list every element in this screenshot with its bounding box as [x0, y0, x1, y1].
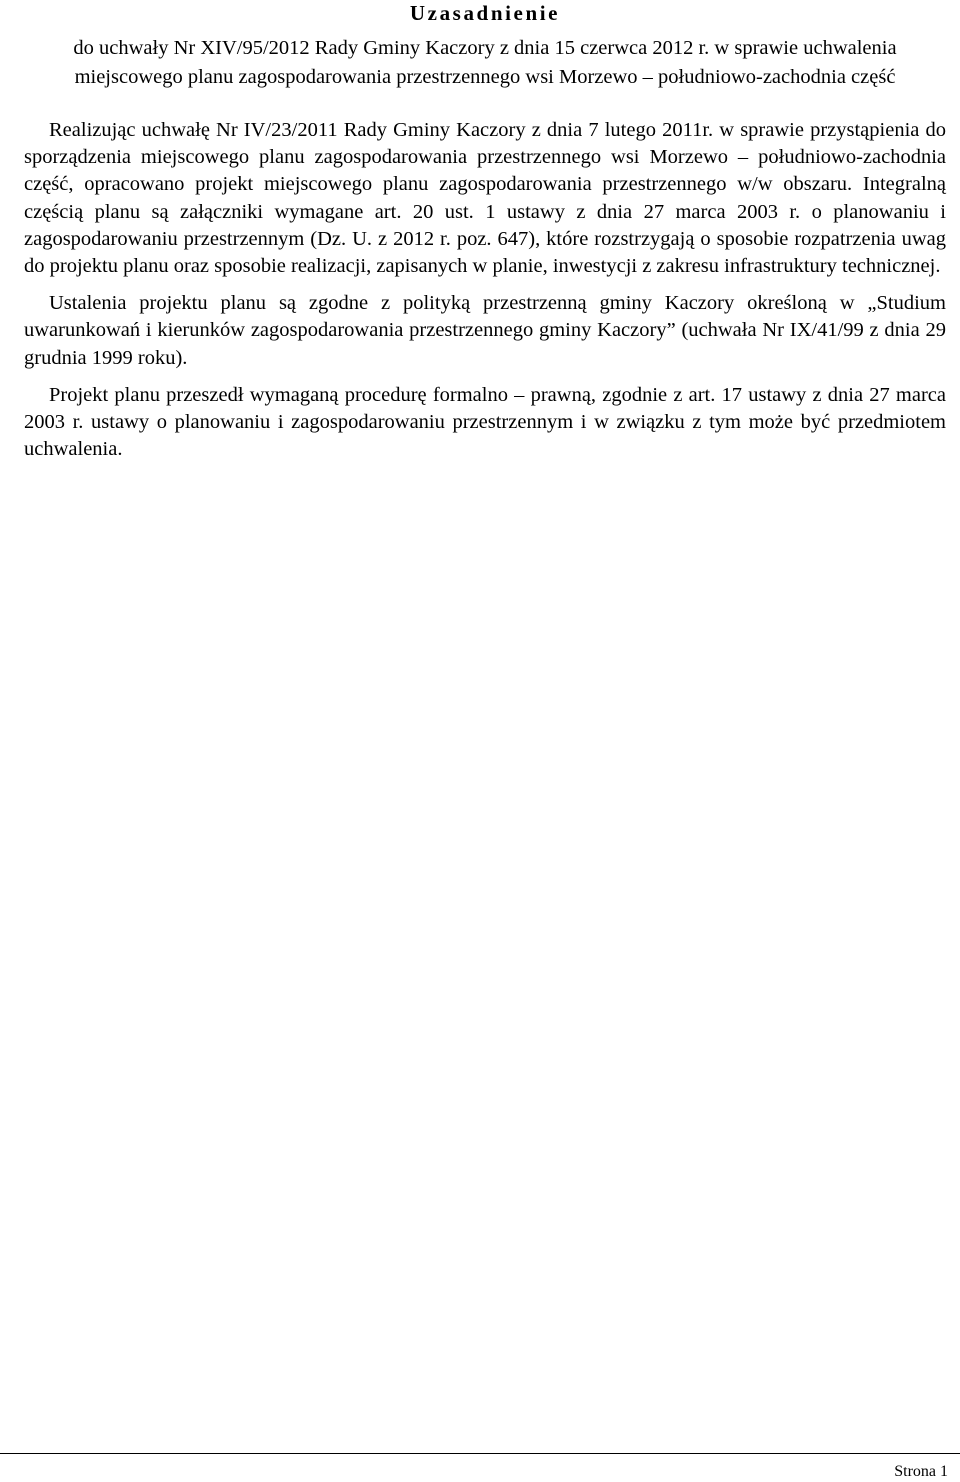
document-subtitle: do uchwały Nr XIV/95/2012 Rady Gminy Kaczory z dnia 15 czerwca 2012 r. w sprawie uchwalenia miejscowego planu zagospodarowania przestrzennego wsi Morzewo – południowo-zachodnia część: [73, 37, 897, 88]
document-heading: Uzasadnienie: [409, 1, 561, 25]
paragraph-1: Realizując uchwałę Nr IV/23/2011 Rady Gminy Kaczory z dnia 7 lutego 2011r. w sprawie przystąpienia do sporządzenia miejscowego planu zagospodarowania przestrzennego wsi Morzewo – południowo-zachodnia część, opracowano projekt miejscowego planu zagospodarowania przestrzennego w/w obszaru. Integralną częścią planu są załączniki wymagane art. 20 ust. 1 ustawy z dnia 27 marca 2003 r. o planowaniu i zagospodarowaniu przestrzennym (Dz. U. z 2012 r. poz. 647), które rozstrzygają o sposobie rozpatrzenia uwag do projektu planu oraz sposobie realizacji, zapisanych w planie, inwestycji z zakresu infrastruktury technicznej.: [24, 119, 946, 278]
document-page: [24, 0, 946, 463]
page-number: Strona 1: [894, 1463, 948, 1480]
paragraph-2: Ustalenia projektu planu są zgodne z polityką przestrzenną gminy Kaczory określoną w „Studium uwarunkowań i kierunków zagospodarowania przestrzennego gminy Kaczory” (uchwała Nr IX/41/99 z dnia 29 grudnia 1999 roku).: [24, 292, 946, 369]
footer-divider: [0, 1453, 960, 1454]
paragraph-3: Projekt planu przeszedł wymaganą procedurę formalno – prawną, zgodnie z art. 17 ustawy z dnia 27 marca 2003 r. ustawy o planowaniu i zagospodarowaniu przestrzennym i w związku z tym może być przedmiotem uchwalenia.: [24, 383, 946, 461]
